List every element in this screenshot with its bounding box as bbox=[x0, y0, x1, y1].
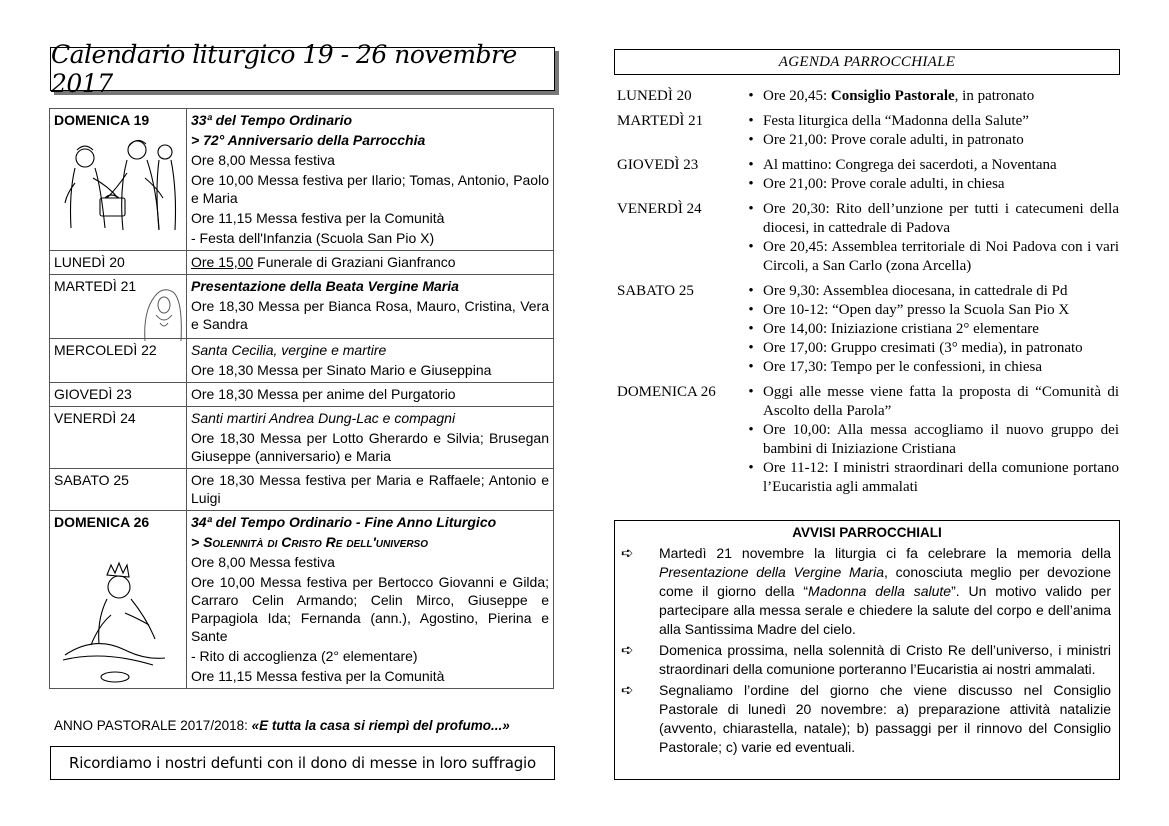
calendar-event: Ore 8,00 Messa festiva bbox=[191, 554, 335, 570]
virgin-mary-illustration-icon bbox=[140, 283, 185, 343]
agenda-row bbox=[617, 383, 1119, 497]
calendar-day-label: LUNEDÌ 20 bbox=[54, 254, 125, 270]
calendar-row bbox=[50, 275, 554, 339]
avviso-emphasis: Madonna della salute bbox=[808, 583, 952, 599]
agenda-items bbox=[739, 383, 1119, 497]
agenda-row bbox=[617, 87, 1119, 106]
agenda-item bbox=[739, 358, 1119, 377]
calendar-event: Santi martiri Andrea Dung-Lac e compagni bbox=[191, 410, 456, 426]
ricordiamo-box bbox=[50, 746, 555, 780]
agenda-item-text: Ore 10,00: Alla messa accogliamo il nuovo gruppo dei bambini di Iniziazione Cristiana bbox=[763, 422, 1119, 457]
agenda-item bbox=[739, 282, 1119, 301]
calendar-event: Ore 8,00 Messa festiva bbox=[191, 152, 335, 168]
avviso-text: Martedì 21 novembre la liturgia ci fa celebrare la memoria della Presentazione della Vergine Maria, conosciuta meglio per devozione come il giorno della “Madonna della salute”. Un motivo valido per partecipare alla messa serale e chiedere la salute del corpo e dell’anima alla Santissima Madre del cielo. bbox=[659, 545, 1111, 637]
christ-the-king-illustration-icon bbox=[55, 555, 185, 685]
agenda-items bbox=[739, 87, 1119, 106]
calendar-day-label: DOMENICA 26 bbox=[54, 514, 150, 530]
calendar-event: Ore 18,30 Messa per Sinato Mario e Giuseppina bbox=[191, 362, 492, 378]
arrow-icon: ➪ bbox=[621, 545, 634, 562]
agenda-item bbox=[739, 156, 1119, 175]
bullet-icon: • bbox=[748, 283, 754, 299]
agenda-title-box bbox=[614, 49, 1120, 75]
calendar-event: Presentazione della Beata Vergine Maria bbox=[191, 278, 459, 294]
bullet-icon: • bbox=[748, 384, 754, 400]
agenda-item bbox=[739, 131, 1119, 150]
avviso-emphasis: Presentazione della Vergine Maria bbox=[659, 564, 884, 580]
calendar-day-label: MERCOLEDÌ 22 bbox=[54, 342, 157, 358]
calendar-row bbox=[50, 383, 554, 407]
agenda-item-text: Al mattino: Congrega dei sacerdoti, a Noventana bbox=[763, 157, 1057, 173]
agenda-day: VENERDÌ 24 bbox=[617, 201, 702, 217]
calendar-day-label: DOMENICA 19 bbox=[54, 112, 150, 128]
agenda-item-bold: Consiglio Pastorale bbox=[830, 88, 955, 104]
calendar-event: Ore 11,15 Messa festiva per la Comunità bbox=[191, 210, 445, 226]
bullet-icon: • bbox=[748, 340, 754, 356]
agenda-item-text: Ore 14,00: Iniziazione cristiana 2° elementare bbox=[763, 321, 1039, 337]
agenda-item bbox=[739, 383, 1119, 421]
agenda-day: LUNEDÌ 20 bbox=[617, 88, 692, 104]
calendar-event: 34ª del Tempo Ordinario - Fine Anno Liturgico bbox=[191, 514, 497, 530]
calendar-event: Ore 18,30 Messa festiva per Maria e Raffaele; Antonio e Luigi bbox=[191, 472, 549, 506]
agenda-item-text: Ore 17,30: Tempo per le confessioni, in chiesa bbox=[763, 359, 1043, 375]
bullet-icon: • bbox=[748, 239, 754, 255]
agenda-items bbox=[739, 112, 1119, 150]
calendar-row bbox=[50, 407, 554, 469]
arrow-icon: ➪ bbox=[621, 642, 634, 659]
agenda-day: MARTEDÌ 21 bbox=[617, 113, 704, 129]
bullet-icon: • bbox=[748, 132, 754, 148]
agenda-item bbox=[739, 459, 1119, 497]
calendar-day-label: VENERDÌ 24 bbox=[54, 410, 136, 426]
bullet-icon: • bbox=[748, 201, 754, 217]
agenda-day: SABATO 25 bbox=[617, 283, 694, 299]
calendar-event: - Festa dell'Infanzia (Scuola San Pio X) bbox=[191, 230, 435, 246]
agenda-item-text: Ore 21,00: Prove corale adulti, in chiesa bbox=[763, 176, 1005, 192]
clothing-the-needy-illustration-icon bbox=[55, 128, 185, 240]
page-title: Calendario liturgico 19 - 26 novembre 2017 bbox=[51, 40, 517, 98]
agenda-item-text: Ore 20,45: Consiglio Pastorale, in patronato bbox=[763, 88, 1035, 104]
arrow-icon: ➪ bbox=[621, 682, 634, 699]
anno-pastorale-motto: «E tutta la casa si riempì del profumo...» bbox=[251, 718, 510, 733]
calendar-event: Ore 10,00 Messa festiva per Bertocco Giovanni e Gilda; Carraro Celin Armando; Celin Mirco, Giuseppe e Parpagiola Ida; Fernanda (ann.), Agostino, Pierina e Sante bbox=[191, 574, 549, 644]
title-box bbox=[50, 40, 555, 98]
bullet-icon: • bbox=[748, 422, 754, 438]
agenda-item-text: Oggi alle messe viene fatta la proposta di “Comunità di Ascolto della Parola” bbox=[763, 384, 1119, 419]
anno-pastorale bbox=[54, 718, 510, 733]
bullet-icon: • bbox=[748, 359, 754, 375]
calendar-event: Santa Cecilia, vergine e martire bbox=[191, 342, 387, 358]
agenda-items bbox=[739, 282, 1119, 377]
calendar-events-cell bbox=[187, 383, 554, 407]
calendar-day-label: MARTEDÌ 21 bbox=[54, 278, 137, 294]
calendar-day-cell bbox=[50, 339, 187, 383]
calendar-events-cell bbox=[187, 251, 554, 275]
calendar-day-cell bbox=[50, 251, 187, 275]
calendar-event: - Rito di accoglienza (2° elementare) bbox=[191, 648, 418, 664]
bullet-icon: • bbox=[748, 302, 754, 318]
agenda-item bbox=[739, 238, 1119, 276]
calendar-events-cell bbox=[187, 511, 554, 689]
agenda-item bbox=[739, 339, 1119, 358]
bullet-icon: • bbox=[748, 460, 754, 476]
agenda-item bbox=[739, 320, 1119, 339]
agenda-item-text: Festa liturgica della “Madonna della Salute” bbox=[763, 113, 1029, 129]
agenda-row bbox=[617, 282, 1119, 377]
calendar-event: 33ª del Tempo Ordinario bbox=[191, 112, 353, 128]
calendar-events-cell bbox=[187, 469, 554, 511]
calendar-row bbox=[50, 469, 554, 511]
calendar-day-label: SABATO 25 bbox=[54, 472, 129, 488]
calendar-events-cell bbox=[187, 109, 554, 251]
agenda-items bbox=[739, 200, 1119, 276]
anno-pastorale-label: ANNO PASTORALE 2017/2018: bbox=[54, 718, 248, 733]
calendar-event: > 72° Anniversario della Parrocchia bbox=[191, 132, 426, 148]
calendar-event: Ore 11,15 Messa festiva per la Comunità bbox=[191, 668, 445, 684]
agenda-item bbox=[739, 87, 1119, 106]
agenda-item bbox=[739, 112, 1119, 131]
avviso-item bbox=[621, 641, 1111, 679]
agenda-item-text: Ore 17,00: Gruppo cresimati (3° media), in patronato bbox=[763, 340, 1083, 356]
agenda-row bbox=[617, 156, 1119, 194]
event-time: Ore 15,00 bbox=[191, 254, 254, 270]
agenda-item bbox=[739, 421, 1119, 459]
avviso-text: Domenica prossima, nella solennità di Cristo Re dell’universo, i ministri straordinari della comunione porteranno l’Eucaristia ai nostri ammalati. bbox=[659, 642, 1111, 677]
agenda-item bbox=[739, 200, 1119, 238]
calendar-day-cell bbox=[50, 469, 187, 511]
avvisi-box bbox=[614, 520, 1120, 780]
ricordiamo-text: Ricordiamo i nostri defunti con il dono di messe in loro suffragio bbox=[69, 754, 536, 772]
calendar-event: Ore 18,30 Messa per anime del Purgatorio bbox=[191, 386, 456, 402]
agenda-item bbox=[739, 175, 1119, 194]
calendar-event: > Solennità di Cristo Re dell'universo bbox=[191, 534, 429, 550]
avviso-item bbox=[621, 681, 1111, 757]
agenda-day: DOMENICA 26 bbox=[617, 384, 716, 400]
calendar-day-label: GIOVEDÌ 23 bbox=[54, 386, 132, 402]
calendar-event: Ore 10,00 Messa festiva per Ilario; Tomas, Antonio, Paolo e Maria bbox=[191, 172, 549, 206]
agenda-day: GIOVEDÌ 23 bbox=[617, 157, 699, 173]
agenda-row bbox=[617, 200, 1119, 276]
bullet-icon: • bbox=[748, 113, 754, 129]
calendar-day-cell bbox=[50, 383, 187, 407]
calendar-row bbox=[50, 251, 554, 275]
agenda-item-text: Ore 21,00: Prove corale adulti, in patronato bbox=[763, 132, 1024, 148]
calendar-event: Ore 18,30 Messa per Lotto Gherardo e Silvia; Brusegan Giuseppe (anniversario) e Maria bbox=[191, 430, 549, 464]
agenda-item-text: Ore 11-12: I ministri straordinari della comunione portano l’Eucaristia agli ammalati bbox=[763, 460, 1119, 495]
calendar-event: Ore 18,30 Messa per Bianca Rosa, Mauro, Cristina, Vera e Sandra bbox=[191, 298, 549, 332]
avviso-item bbox=[621, 544, 1111, 639]
bullet-icon: • bbox=[748, 88, 754, 104]
avviso-text: Segnaliamo l’ordine del giorno che viene discusso nel Consiglio Pastorale di lunedì 20 novembre: a) preparazione attività natalizie (avvento, chiarastella, natale); b) passaggi per il rinnovo del Consiglio Pastorale; c) varie ed eventuali. bbox=[659, 682, 1111, 755]
bullet-icon: • bbox=[748, 321, 754, 337]
bullet-icon: • bbox=[748, 176, 754, 192]
avvisi-title: AVVISI PARROCCHIALI bbox=[792, 525, 942, 540]
agenda-item-text: Ore 9,30: Assemblea diocesana, in cattedrale di Pd bbox=[763, 283, 1068, 299]
agenda-item bbox=[739, 301, 1119, 320]
agenda-item-text: Ore 20,45: Assemblea territoriale di Noi Padova con i vari Circoli, a San Carlo (zona Arcella) bbox=[763, 239, 1119, 274]
agenda-list bbox=[617, 87, 1119, 503]
bullet-icon: • bbox=[748, 157, 754, 173]
agenda-item-text: Ore 20,30: Rito dell’unzione per tutti i catecumeni della diocesi, in cattedrale di Padova bbox=[763, 201, 1119, 236]
calendar-event: Ore 15,00 Funerale di Graziani Gianfranco bbox=[191, 254, 456, 270]
agenda-item-text: Ore 10-12: “Open day” presso la Scuola San Pio X bbox=[763, 302, 1070, 318]
calendar-events-cell bbox=[187, 407, 554, 469]
agenda-row bbox=[617, 112, 1119, 150]
calendar-events-cell bbox=[187, 275, 554, 339]
calendar-day-cell bbox=[50, 407, 187, 469]
avvisi-list bbox=[621, 544, 1111, 759]
agenda-title: AGENDA PARROCCHIALE bbox=[778, 53, 956, 70]
agenda-items bbox=[739, 156, 1119, 194]
calendar-events-cell bbox=[187, 339, 554, 383]
calendar-row bbox=[50, 339, 554, 383]
